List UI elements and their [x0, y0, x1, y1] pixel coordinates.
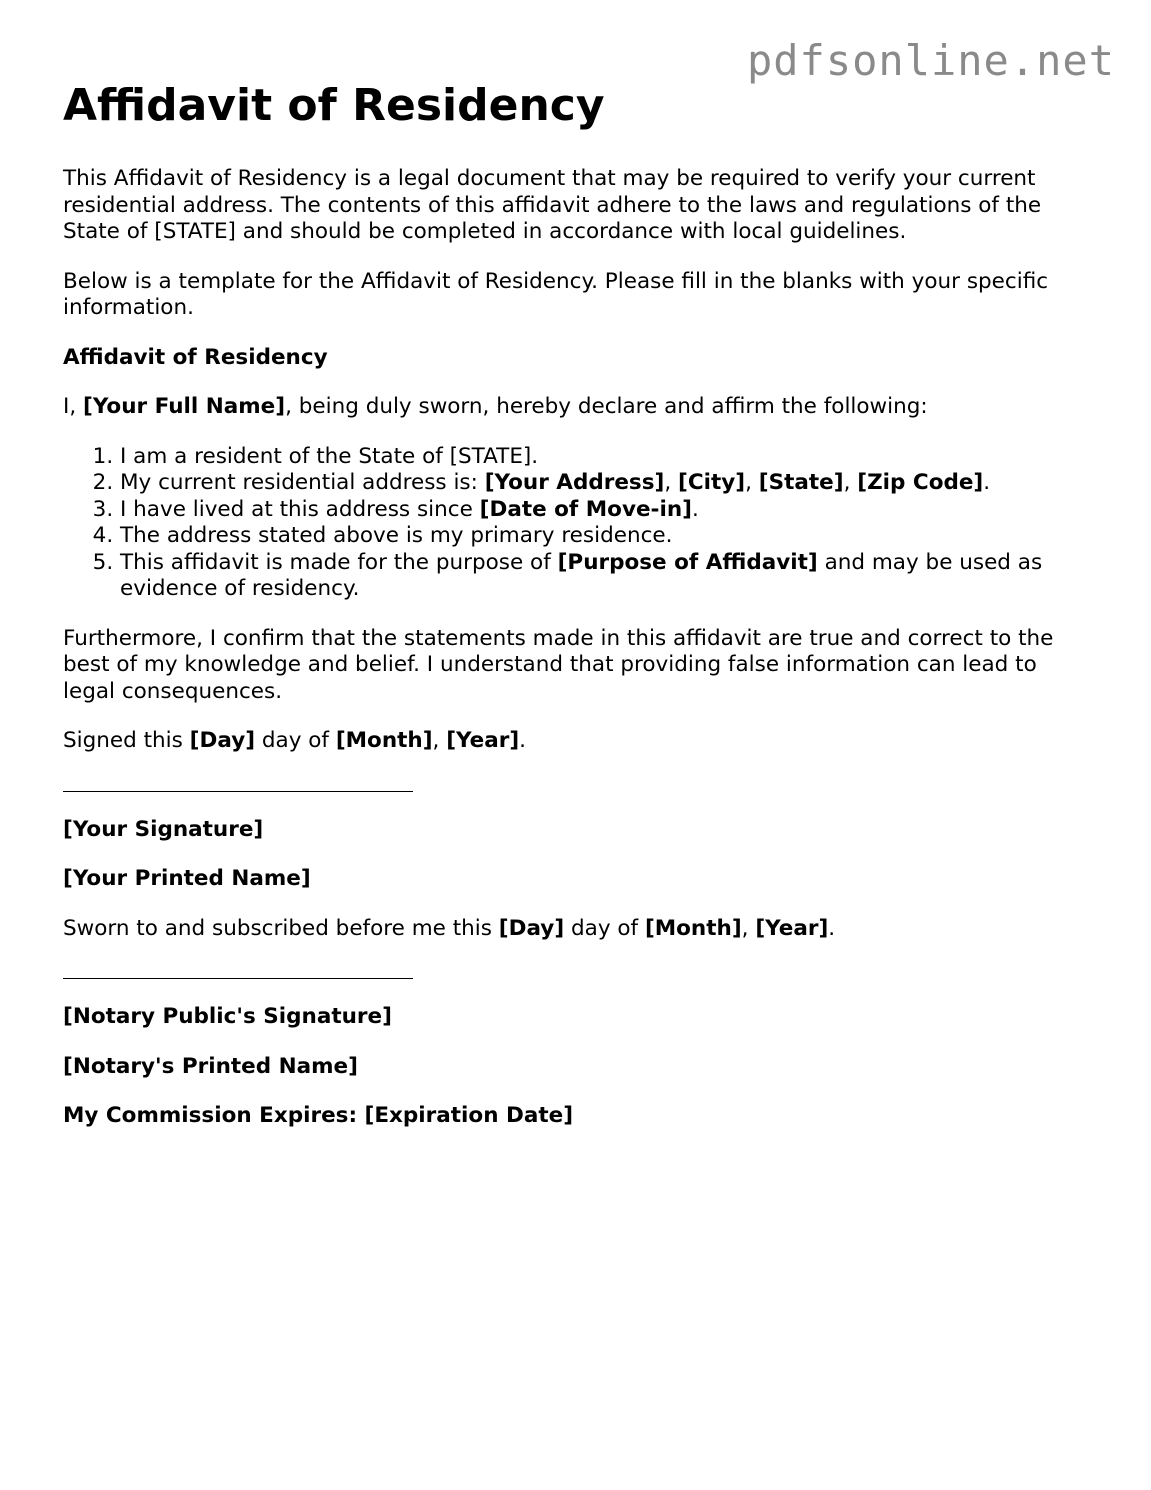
section-heading: Affidavit of Residency: [63, 344, 328, 370]
move-in-date-placeholder: [Date of Move-in]: [479, 496, 692, 522]
list-item: 1. I am a resident of the State of [STATE].: [120, 444, 1093, 471]
your-printed-name-label: [Your Printed Name]: [63, 866, 311, 891]
intro-paragraph: This Affidavit of Residency is a legal document that may be required to verify your current residential address. The contents of this affidavit adhere to the laws and regulations of the State of [STATE] and should be completed in accordance with local guidelines.: [63, 166, 1042, 244]
declaration-paragraph: I, [Your Full Name], being duly sworn, hereby declare and affirm the following:: [63, 394, 928, 419]
watermark: pdfsonline.net: [746, 36, 1115, 85]
year-placeholder: [Year]: [446, 728, 520, 753]
signature-line: [63, 791, 413, 792]
sworn-date-line: Sworn to and subscribed before me this [Day] day of [Month], [Year].: [63, 915, 836, 941]
signed-date-line: Signed this [Day] day of [Month], [Year].: [63, 728, 527, 753]
statement-list: [63, 444, 1093, 603]
confirmation-paragraph: Furthermore, I confirm that the statements made in this affidavit are true and correct to the best of my knowledge and belief. I understand that providing false information can lead to legal consequences.: [63, 625, 1054, 704]
notary-signature-line: [63, 978, 413, 979]
document-body: [63, 80, 1093, 1153]
address-placeholder: [Your Address]: [484, 470, 665, 495]
document-title: Affidavit of Residency: [63, 80, 605, 131]
day-placeholder: [Day]: [189, 728, 256, 753]
state-placeholder: [State]: [758, 470, 844, 495]
notary-signature-label: [Notary Public's Signature]: [63, 1004, 392, 1029]
list-item: 3. I have lived at this address since [Date of Move-in].: [120, 497, 1093, 524]
instructions-paragraph: Below is a template for the Affidavit of Residency. Please fill in the blanks with your specific information.: [63, 268, 1049, 320]
commission-expires-label: My Commission Expires: [Expiration Date]: [63, 1103, 574, 1128]
list-item: 2. My current residential address is: [Your Address], [City], [State], [Zip Code].: [120, 470, 1093, 497]
list-item: 5. This affidavit is made for the purpose of [Purpose of Affidavit] and may be used as evidence of residency.: [120, 550, 1093, 603]
day-placeholder: [Day]: [498, 915, 565, 941]
year-placeholder: [Year]: [755, 915, 829, 941]
city-placeholder: [City]: [678, 470, 746, 495]
zip-placeholder: [Zip Code]: [857, 470, 984, 495]
full-name-placeholder: [Your Full Name]: [83, 394, 286, 419]
month-placeholder: [Month]: [644, 915, 742, 941]
your-signature-label: [Your Signature]: [63, 816, 264, 842]
notary-printed-name-label: [Notary's Printed Name]: [63, 1053, 358, 1079]
purpose-placeholder: [Purpose of Affidavit]: [557, 549, 818, 575]
month-placeholder: [Month]: [335, 728, 433, 753]
list-item: 4. The address stated above is my primary residence.: [120, 523, 1093, 550]
